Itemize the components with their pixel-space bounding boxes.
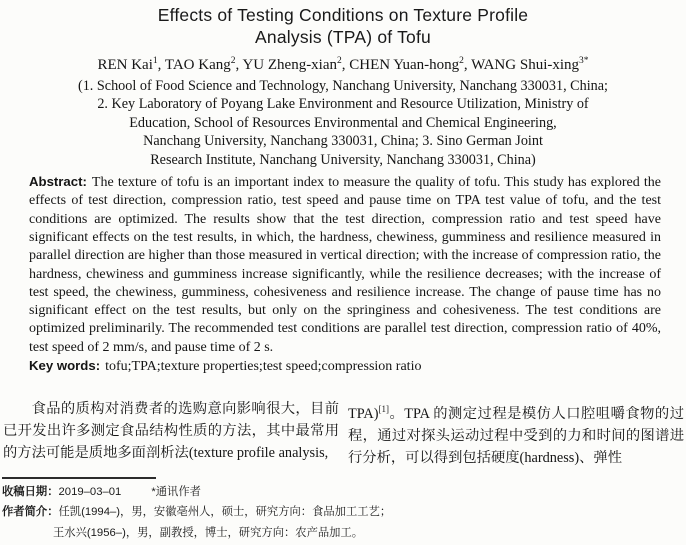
author-separator: , (341, 57, 350, 73)
affiliation-line: Research Institute, Nanchang University, Nanchang 330031, China) (150, 151, 536, 168)
author (165, 57, 236, 73)
intro-right-column (348, 398, 684, 469)
corresponding-author-note: *通讯作者 (151, 486, 201, 499)
author (471, 57, 588, 73)
keywords-label: Key words: (29, 358, 101, 373)
author-bio-row-2 (2, 523, 686, 543)
intro-left-column: 食品的质构对消费者的选购意向影响很大，目前已开发出许多测定食品结构性质的方法，其中最常用的方法可能是质地多面剖析法(texture profile analysis, (3, 401, 339, 462)
author-line (0, 52, 686, 75)
intro-right-text-post: 。TPA 的测定过程是模仿人口腔咀嚼食物的过程，通过对探头运动过程中受到的力和时间的图谱进行分析，可以得到包括硬度(hardness)、弹性 (348, 406, 684, 467)
affiliation-line: Education, School of Resources Environmental and Chemical Engineering, (129, 114, 557, 131)
author (349, 57, 464, 73)
footnote-rule (2, 477, 156, 479)
author-bio-label: 作者简介： (2, 506, 59, 519)
received-date-row (2, 482, 686, 502)
author-name: TAO Kang (164, 57, 231, 73)
keywords-text: tofu;TPA;texture properties;test speed;compression ratio (105, 359, 422, 374)
author-name: WANG Shui-xing (471, 57, 580, 73)
abstract-section (29, 173, 661, 376)
affiliation-line: 2. Key Laboratory of Poyang Lake Environment and Resource Utilization, Ministry of (97, 96, 589, 113)
author-superscript: 3* (579, 56, 589, 66)
author-separator: , (463, 57, 472, 73)
intro-right-text-pre: TPA) (348, 406, 379, 423)
received-date-value: 2019–03–01 (58, 486, 122, 499)
title-line-2: Analysis (TPA) of Tofu (255, 27, 431, 47)
paper-title (0, 0, 686, 48)
abstract-label: Abstract: (29, 174, 87, 190)
received-date-label: 收稿日期： (2, 486, 59, 499)
author-bio-row-1 (2, 502, 686, 522)
intro-columns (3, 398, 684, 469)
author-bio-text-1: 任凯(1994–)，男，安徽亳州人，硕士，研究方向：食品加工工艺； (58, 506, 392, 519)
author-name: CHEN Yuan-hong (349, 57, 460, 73)
author-separator: , (157, 57, 165, 73)
citation-reference-1: [1] (378, 404, 389, 415)
keywords-line (29, 357, 661, 376)
author-superscript: 2 (337, 56, 342, 66)
author-name: YU Zheng-xian (242, 57, 338, 73)
abstract-text: The texture of tofu is an important index to measure the quality of tofu. This study has explored the effects of test direction, compression ratio, test speed and pause time on TPA test value of tofu, and the test conditions are optimized. The results show that the test direction, compression ratio and test speed have significant effects on the test results, in which, the hardness, chewiness, gumminess and resilience measured in parallel direction are higher than those measured in vertical direction; with the increase of compression ratio, the hardness, chewiness and gumminess increase significantly, while the resilience decreases; with the increase of test speed, the chewiness, gumminess, cohesiveness and resilience increase. The change of pause time has no significant effect on the test results, but only on the springiness and cohesiveness. The test conditions are optimized preliminarily. The recommended test conditions are parallel test direction, compression ratio of 40%, test speed of 2 mm/s, and pause time of 2 s. (29, 175, 661, 355)
abstract-paragraph (29, 173, 661, 357)
author-name: REN Kai (97, 57, 153, 73)
author-superscript: 2 (230, 56, 236, 66)
author (242, 57, 341, 73)
title-line-1: Effects of Testing Conditions on Texture Profile (157, 5, 529, 25)
author-superscript: 1 (152, 56, 158, 66)
affiliations-block (0, 77, 686, 169)
affiliation-line: (1. School of Food Science and Technology, Nanchang University, Nanchang 330031, China; (77, 78, 608, 94)
author (97, 57, 157, 73)
author-superscript: 2 (459, 56, 464, 66)
footnote-block (2, 482, 686, 543)
author-bio-text-2: 王水兴(1956–)，男，副教授，博士，研究方向：农产品加工。 (53, 526, 364, 539)
affiliation-line: Nanchang University, Nanchang 330031, China; 3. Sino German Joint (143, 133, 543, 150)
author-separator: , (235, 57, 243, 73)
